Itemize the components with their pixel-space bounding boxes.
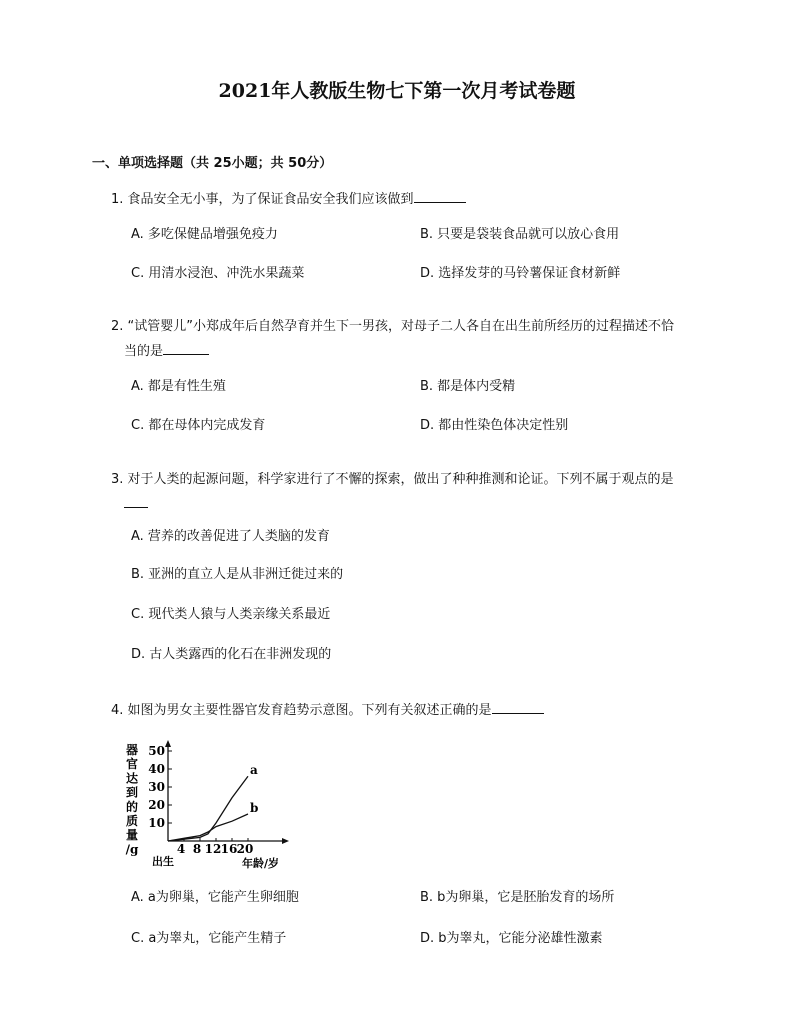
answer-blank[interactable] <box>414 190 466 203</box>
question-1-stem: 1. 食品安全无小事，为了保证食品安全我们应该做到 <box>111 190 466 209</box>
question-3-stem: 3. 对于人类的起源问题，科学家进行了不懈的探索，做出了种种推测和论证。下列不属于观点的是 <box>111 472 674 487</box>
y-label-char: 达 <box>125 771 139 786</box>
x-tick-label: 4 <box>176 842 186 856</box>
q1-option-a[interactable]: A. 多吃保健品增强免疫力 <box>131 227 278 242</box>
y-axis-arrow <box>165 740 171 747</box>
x-axis-label: 年龄/岁 <box>242 857 280 870</box>
y-tick-label: 40 <box>148 762 165 776</box>
x-origin-label: 出生 <box>152 855 174 868</box>
q3-option-c[interactable]: C. 现代类人猿与人类亲缘关系最近 <box>131 607 331 622</box>
y-tick-label: 50 <box>148 744 165 758</box>
x-tick-label: 16 <box>220 842 238 856</box>
series-lines <box>168 763 258 841</box>
q1-option-b[interactable]: B. 只要是袋装食品就可以放心食用 <box>420 227 620 242</box>
q4-option-a[interactable]: A. a为卵巢，它能产生卵细胞 <box>131 890 299 905</box>
answer-blank[interactable] <box>163 342 209 355</box>
y-label-char: 器 <box>125 743 139 757</box>
x-tick-label: 20 <box>236 842 254 856</box>
y-label-char: /g <box>125 842 139 857</box>
q4-option-c[interactable]: C. a为睾丸，它能产生精子 <box>131 931 287 946</box>
q3-option-d[interactable]: D. 古人类露西的化石在非洲发现的 <box>131 647 332 662</box>
series-label-b: b <box>250 801 259 815</box>
answer-blank[interactable] <box>492 701 544 714</box>
y-axis-label <box>125 743 139 856</box>
page-title: 2021年人教版生物七下第一次月考试卷题 <box>218 80 576 102</box>
x-tick-label: 8 <box>192 842 202 856</box>
question-3-blank-line <box>124 495 148 514</box>
question-2-stem-line1: 2. “试管婴儿”小郑成年后自然孕育并生下一男孩，对母子二人各自在出生前所经历的过程描述不恰 <box>111 319 675 334</box>
q2-option-a[interactable]: A. 都是有性生殖 <box>131 379 226 394</box>
q3-option-a[interactable]: A. 营养的改善促进了人类脑的发育 <box>131 529 330 544</box>
q2-option-d[interactable]: D. 都由性染色体决定性别 <box>420 418 569 433</box>
q4-option-d[interactable]: D. b为睾丸，它能分泌雄性激素 <box>420 931 603 946</box>
y-label-char: 量 <box>125 828 139 843</box>
section-heading: 一、单项选择题（共 25小题；共 50分） <box>92 156 333 171</box>
q2-option-c[interactable]: C. 都在母体内完成发育 <box>131 418 266 433</box>
series-label-a: a <box>250 763 258 778</box>
q2-option-b[interactable]: B. 都是体内受精 <box>420 379 516 394</box>
y-label-char: 的 <box>125 799 139 814</box>
answer-blank[interactable] <box>124 495 148 508</box>
q3-option-b[interactable]: B. 亚洲的直立人是从非洲迁徙过来的 <box>131 567 344 582</box>
y-label-char: 官 <box>125 757 139 772</box>
organ-growth-chart <box>124 740 294 872</box>
q1-option-c[interactable]: C. 用清水浸泡、冲洗水果蔬菜 <box>131 266 305 281</box>
question-4-stem: 4. 如图为男女主要性器官发育趋势示意图。下列有关叙述正确的是 <box>111 701 544 720</box>
x-tick-label: 12 <box>204 842 222 856</box>
x-axis-arrow <box>282 838 289 844</box>
q4-option-b[interactable]: B. b为卵巢，它是胚胎发育的场所 <box>420 890 615 905</box>
question-2-stem-line2: 当的是 <box>124 342 209 361</box>
y-label-char: 到 <box>125 785 139 800</box>
series-line-b <box>168 814 248 841</box>
y-label-char: 质 <box>125 814 139 828</box>
y-tick-label: 20 <box>148 798 165 812</box>
y-tick-label: 30 <box>148 780 165 794</box>
y-tick-label: 10 <box>148 816 165 830</box>
q1-option-d[interactable]: D. 选择发芽的马铃薯保证食材新鲜 <box>420 266 621 281</box>
